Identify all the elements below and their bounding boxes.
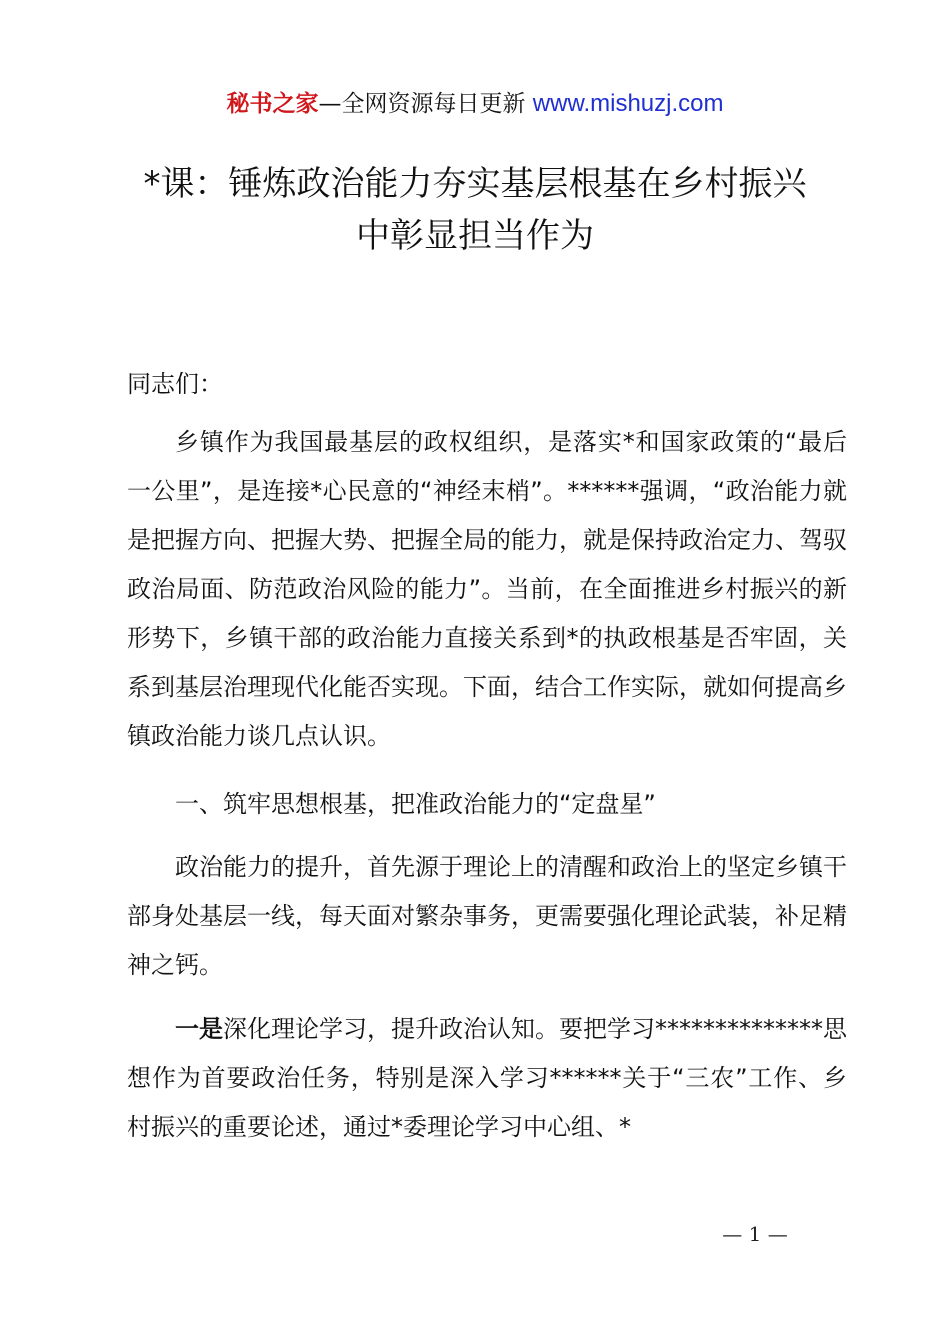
site-header [0, 88, 950, 120]
paragraph-point-1 [127, 1005, 847, 1152]
paragraph-intro: 乡镇作为我国最基层的政权组织，是落实*和国家政策的“最后一公里”，是连接*心民意的“神经末梢”。******强调，“政治能力就是把握方向、把握大势、把握全局的能力，就是保持政治定力、驾驭政治局面、防范政治风险的能力”。当前，在全面推进乡村振兴的新形势下，乡镇干部的政治能力直接关系到*的执政根基是否牢固，关系到基层治理现代化能否实现。下面，结合工作实际，就如何提高乡镇政治能力谈几点认识。 [127, 428, 847, 750]
title-line-1: *课：锤炼政治能力夯实基层根基在乡村振兴 [143, 164, 807, 204]
header-slogan: —全网资源每日更新 [318, 91, 533, 117]
site-url-link[interactable]: www.mishuzj.com [532, 90, 724, 117]
document-title [80, 158, 870, 262]
brand-name: 秘书之家 [226, 91, 319, 117]
point-text: 深化理论学习，提升政治认知。要把学习**************思想作为首要政治任务，特别是深入学习******关于“三农”工作、乡村振兴的重要论述，通过*委理论学习中心组、* [127, 1015, 847, 1141]
paragraph-section-1: 政治能力的提升，首先源于理论上的清醒和政治上的坚定乡镇干部身处基层一线，每天面对繁杂事务，更需要强化理论武装，补足精神之钙。 [127, 853, 847, 979]
greeting: 同志们： [127, 370, 223, 398]
section-heading-1: 一、筑牢思想根基，把准政治能力的“定盘星” [175, 790, 656, 818]
title-line-2: 中彰显担当作为 [356, 216, 594, 256]
page-number: — 1 — [722, 1222, 788, 1246]
point-lead: 一是 [175, 1015, 223, 1043]
